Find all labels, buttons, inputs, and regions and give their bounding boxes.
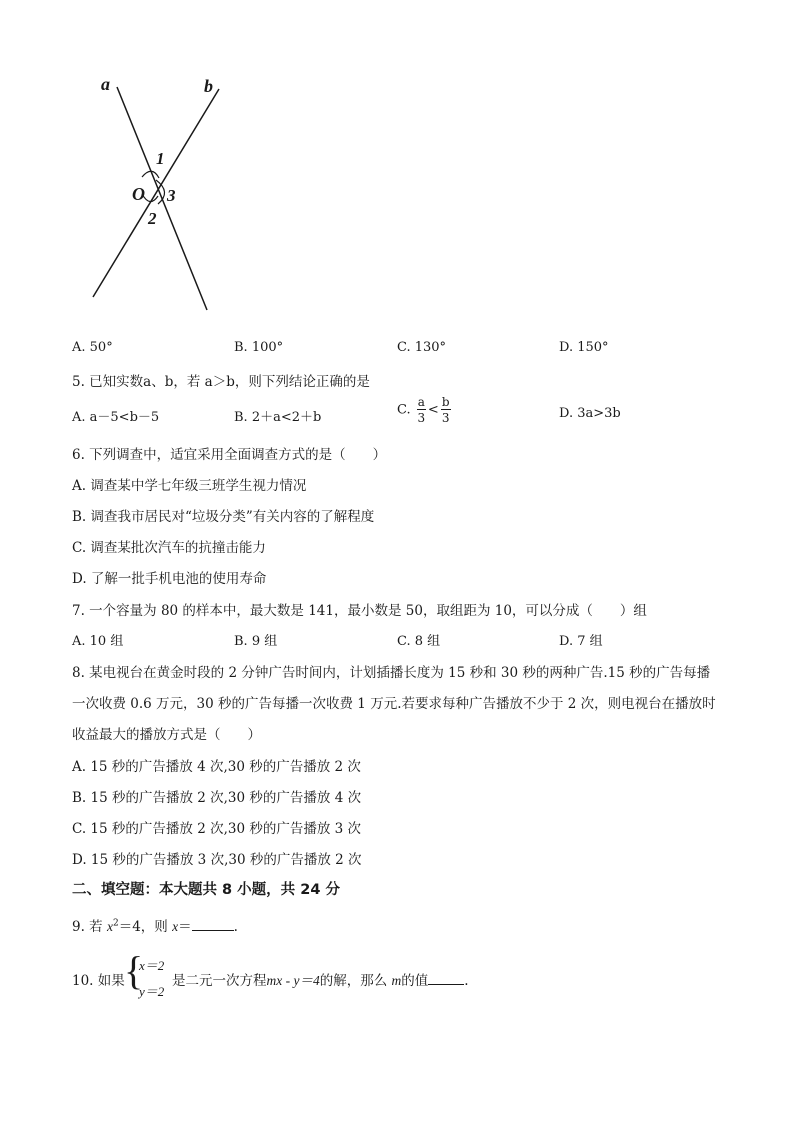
q8-stem-line-3: 收益最大的播放方式是（ ） [72, 727, 261, 743]
label-3: 3 [167, 186, 176, 205]
q5-less-than: < [427, 402, 439, 418]
q5-option-a[interactable]: A. a－5<b－5 [72, 410, 160, 425]
q9-equation: ＝4，则 [118, 919, 168, 935]
q8-stem-line-2: 一次收费 0.6 万元，30 秒的广告每播一次收费 1 万元.若要求每种广告播放不少于 2 次，则电视台在播放时 [72, 696, 716, 712]
q10-tail: 的值 [401, 973, 429, 989]
q5-option-d[interactable]: D. 3a>3b [559, 406, 621, 421]
q5-frac-den-3: 3 [417, 411, 426, 425]
q5-frac-num-a: a [417, 395, 425, 409]
q5-option-c[interactable] [397, 396, 453, 424]
q5-option-c-prefix: C. [397, 402, 411, 418]
q10-equation: mx - y＝4 [266, 973, 320, 988]
q10-prefix: 10. 如果 [72, 973, 125, 989]
q9-var-x: x [106, 919, 113, 934]
q8-option-c[interactable]: C. 15 秒的广告播放 2 次,30 秒的广告播放 3 次 [72, 821, 362, 837]
q6-option-b[interactable]: B. 调查我市居民对“垃圾分类”有关内容的了解程度 [72, 509, 375, 525]
q9 [72, 915, 238, 935]
line-b [93, 89, 219, 297]
q10-line1-text: x＝2 [139, 958, 165, 973]
line-a [117, 87, 207, 310]
q10-middle: 是二元一次方程 [172, 973, 267, 989]
q5-frac-den-3b: 3 [441, 411, 450, 425]
label-b: b [204, 76, 213, 96]
q8-option-b[interactable]: B. 15 秒的广告播放 2 次,30 秒的广告播放 4 次 [72, 790, 362, 806]
q7-option-c[interactable]: C. 8 组 [397, 634, 441, 649]
angle-1-arc [142, 171, 159, 178]
label-o: O [132, 184, 145, 204]
q10-middle2: 的解，那么 [319, 973, 388, 989]
q7-stem: 7. 一个容量为 80 的样本中，最大数是 141，最小数是 50，取组距为 10，可以分成（ ）组 [72, 603, 647, 619]
q6-option-d[interactable]: D. 了解一批手机电池的使用寿命 [72, 571, 267, 587]
q10-system-brace: { [124, 948, 144, 993]
q10-line2-text: y＝2 [139, 984, 165, 999]
q5-frac-num-b: b [441, 395, 450, 409]
q9-end: . [233, 919, 238, 935]
q7-option-b[interactable]: B. 9 组 [234, 634, 278, 649]
q4-option-a[interactable]: A. 50° [72, 340, 113, 355]
label-a: a [101, 74, 110, 94]
q9-eq2: ＝ [178, 919, 192, 935]
q5-stem: 5. 已知实数a、b，若 a＞b，则下列结论正确的是 [72, 374, 370, 390]
q8-stem-line-1: 8. 某电视台在黄金时段的 2 分钟广告时间内，计划插播长度为 15 秒和 30 秒的两种广告.15 秒的广告每播 [72, 665, 711, 681]
q10-system-line-2 [139, 981, 164, 1000]
q9-prefix: 9. 若 [72, 919, 103, 935]
q9-exponent: 2 [112, 918, 119, 929]
q7-option-d[interactable]: D. 7 组 [559, 634, 603, 649]
label-2: 2 [148, 209, 157, 228]
q6-option-c[interactable]: C. 调查某批次汽车的抗撞击能力 [72, 540, 266, 556]
q10-system-line-1 [139, 955, 164, 974]
q8-option-d[interactable]: D. 15 秒的广告播放 3 次,30 秒的广告播放 2 次 [72, 852, 362, 868]
q10-var-m: m [391, 973, 402, 988]
q5-option-b[interactable]: B. 2＋a<2＋b [234, 410, 322, 425]
q8-option-a[interactable]: A. 15 秒的广告播放 4 次,30 秒的广告播放 2 次 [72, 759, 361, 775]
q4-option-c[interactable]: C. 130° [397, 340, 447, 355]
q10-rest [172, 969, 469, 989]
q5-fraction-b-over-3 [441, 396, 451, 424]
q6-option-a[interactable]: A. 调查某中学七年级三班学生视力情况 [72, 478, 307, 494]
q4-option-b[interactable]: B. 100° [234, 340, 284, 355]
q6-stem: 6. 下列调查中，适宜采用全面调查方式的是（ ） [72, 447, 387, 463]
q10-end: . [464, 973, 469, 989]
q10-answer-blank[interactable] [428, 971, 464, 985]
q7-option-a[interactable]: A. 10 组 [72, 634, 124, 649]
section-fill-in-title: 二、填空题：本大题共 8 小题，共 24 分 [72, 882, 340, 898]
label-1: 1 [156, 149, 165, 168]
q5-fraction-a-over-3 [417, 396, 426, 424]
intersecting-lines-figure [80, 70, 240, 320]
q4-option-d[interactable]: D. 150° [559, 340, 609, 355]
q9-var-x2: x [172, 919, 179, 934]
q9-answer-blank[interactable] [192, 917, 234, 931]
